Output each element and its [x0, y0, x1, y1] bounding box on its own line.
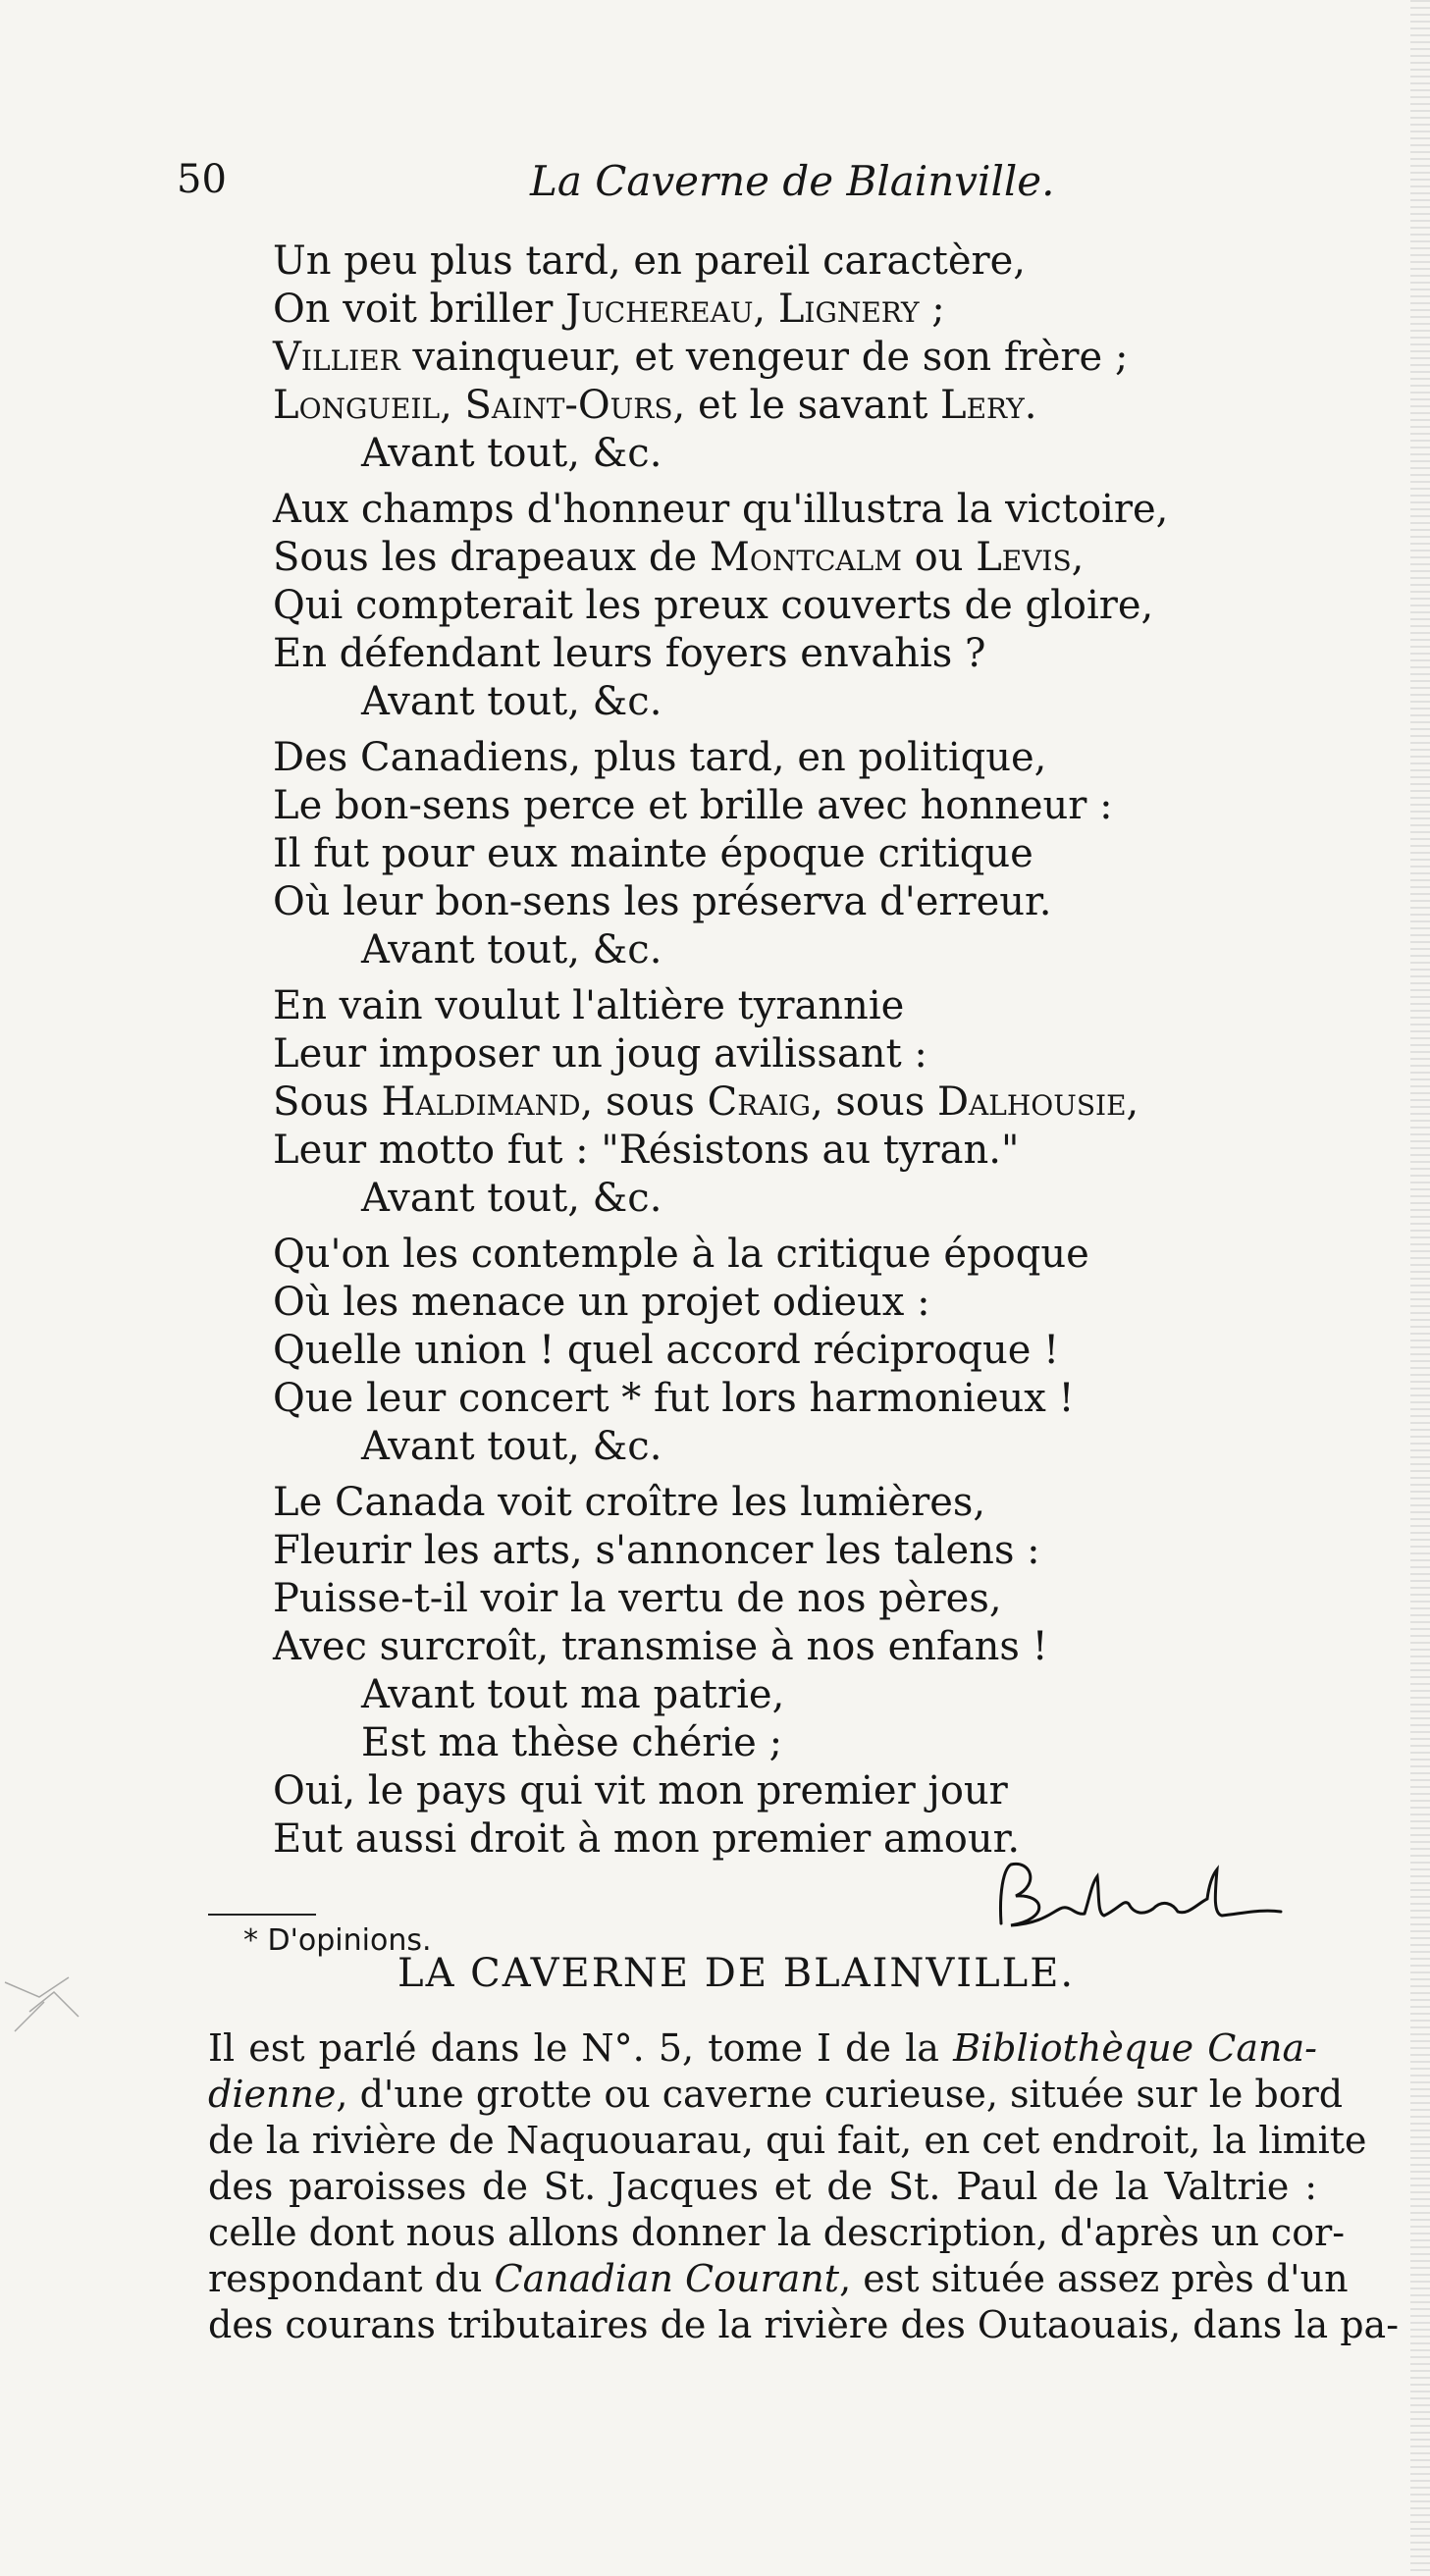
line-text: , sous [580, 1079, 708, 1125]
line-text: Est ma thèse chérie ; [361, 1720, 783, 1765]
article-body [208, 2025, 1400, 2348]
line-text: Aux champs d'honneur qu'illustra la victoire, [273, 487, 1169, 532]
line-text: Qui compterait les preux couverts de gloire, [273, 583, 1154, 628]
page-header [177, 157, 1296, 216]
line-text: Sous les drapeaux de [273, 535, 710, 580]
poem-stanza [273, 237, 1254, 478]
poem-line [273, 1479, 1254, 1527]
poem-line [273, 630, 1254, 678]
line-text: Que leur concert * fut lors harmonieux ! [273, 1376, 1075, 1421]
line-text: Avant tout, &c. [361, 431, 662, 476]
line-text: , [1071, 535, 1085, 580]
poem-stanza [273, 982, 1254, 1223]
poem-refrain-line [273, 430, 1254, 478]
article-title: LA CAVERNE DE BLAINVILLE. [397, 1951, 1076, 1996]
proper-name: Montcalm [709, 535, 902, 580]
prose-line [208, 2118, 1367, 2164]
line-text: , [440, 383, 465, 428]
poem-line [273, 982, 1254, 1030]
line-text: Avant tout, &c. [361, 927, 662, 973]
poem-refrain-line [273, 1719, 1254, 1767]
line-text: Avant tout, &c. [361, 1424, 662, 1469]
proper-name: Levis [976, 535, 1072, 580]
line-text: Avant tout ma patrie, [361, 1672, 785, 1717]
poem-line [273, 1127, 1254, 1175]
line-text: , [1126, 1079, 1139, 1125]
line-text: Avec surcroît, transmise à nos enfans ! [273, 1624, 1048, 1669]
proper-name: Saint-Ours [464, 383, 673, 428]
handwritten-signature [981, 1855, 1286, 1943]
poem-line [273, 486, 1254, 534]
line-text: . [1024, 383, 1037, 428]
line-text: Où leur bon-sens les préserva d'erreur. [273, 879, 1052, 924]
poem-refrain-line [273, 926, 1254, 974]
poem-line [273, 334, 1254, 382]
prose-line [208, 2210, 1346, 2256]
poem-line [273, 534, 1254, 582]
poem-stanza [273, 1479, 1254, 1864]
line-text: , [753, 287, 778, 332]
italic-text: Bibliothèque Cana- [953, 2026, 1317, 2070]
line-text: En défendant leurs foyers envahis ? [273, 631, 986, 676]
poem-line [273, 1279, 1254, 1327]
poem-line [273, 734, 1254, 782]
poem-line [273, 1527, 1254, 1575]
proper-name: Lery [940, 383, 1025, 428]
poem-line [273, 1767, 1254, 1815]
prose-line [208, 2302, 1400, 2348]
running-head: La Caverne de Blainville. [530, 157, 1055, 205]
prose-line [208, 2256, 1349, 2302]
poem-stanza [273, 1231, 1254, 1471]
prose-line [208, 2164, 1317, 2210]
line-text: Sous [273, 1079, 382, 1125]
line-text: Un peu plus tard, en pareil caractère, [273, 238, 1026, 284]
line-text: Le Canada voit croître les lumières, [273, 1480, 986, 1525]
margin-stain [0, 1943, 88, 2051]
footnote-rule [208, 1914, 316, 1916]
line-text: Quelle union ! quel accord réciproque ! [273, 1328, 1060, 1373]
poem-refrain-line [273, 1423, 1254, 1471]
proper-name: Longueil [273, 383, 441, 428]
line-text: vainqueur, et vengeur de son frère ; [399, 335, 1129, 380]
poem-line [273, 582, 1254, 630]
poem-line [273, 1375, 1254, 1423]
poem-line [273, 830, 1254, 878]
prose-text: celle dont nous allons donner la description, d'après un cor- [208, 2211, 1346, 2254]
poem-line [273, 1575, 1254, 1623]
italic-text: dienne [208, 2073, 337, 2116]
italic-text: Canadian Courant [494, 2257, 840, 2300]
prose-text: des paroisses de St. Jacques et de St. Paul de la Valtrie : [208, 2165, 1317, 2208]
prose-text: , est située assez près d'un [839, 2257, 1349, 2300]
poem-stanza [273, 734, 1254, 974]
line-text: Des Canadiens, plus tard, en politique, [273, 735, 1047, 780]
poem-line [273, 1231, 1254, 1279]
poem-line [273, 237, 1254, 286]
poem [273, 237, 1254, 1871]
proper-name: Villier [273, 335, 400, 380]
line-text: En vain voulut l'altière tyrannie [273, 983, 905, 1028]
prose-line [208, 2025, 1317, 2072]
line-text: Fleurir les arts, s'annoncer les talens : [273, 1528, 1040, 1573]
poem-line [273, 382, 1254, 430]
poem-refrain-line [273, 678, 1254, 726]
poem-line [273, 878, 1254, 926]
line-text: Avant tout, &c. [361, 679, 662, 724]
line-text: On voit briller [273, 287, 566, 332]
poem-line [273, 1030, 1254, 1078]
poem-refrain-line [273, 1175, 1254, 1223]
prose-text: des courans tributaires de la rivière des Outaouais, dans la pa- [208, 2303, 1400, 2346]
poem-line [273, 782, 1254, 830]
poem-line [273, 286, 1254, 334]
proper-name: Haldimand [381, 1079, 581, 1125]
line-text: Oui, le pays qui vit mon premier jour [273, 1768, 1008, 1814]
footnote: * D'opinions. [243, 1923, 432, 1958]
line-text: Qu'on les contemple à la critique époque [273, 1232, 1089, 1277]
line-text: Leur imposer un joug avilissant : [273, 1031, 927, 1077]
proper-name: Dalhousie [936, 1079, 1127, 1125]
poem-line [273, 1623, 1254, 1671]
proper-name: Craig [707, 1079, 811, 1125]
line-text: , sous [810, 1079, 937, 1125]
page-edge-shadow [1410, 0, 1430, 2576]
proper-name: Lignery [777, 287, 920, 332]
prose-text: , d'une grotte ou caverne curieuse, située sur le bord [336, 2073, 1344, 2116]
proper-name: Juchereau [565, 287, 754, 332]
poem-refrain-line [273, 1671, 1254, 1719]
prose-text: Il est parlé dans le N°. 5, tome I de la [208, 2026, 954, 2070]
line-text: Puisse-t-il voir la vertu de nos pères, [273, 1576, 1002, 1621]
line-text: Il fut pour eux mainte époque critique [273, 831, 1033, 876]
line-text: , et le savant [672, 383, 940, 428]
prose-text: respondant du [208, 2257, 495, 2300]
line-text: Où les menace un projet odieux : [273, 1280, 930, 1325]
poem-stanza [273, 486, 1254, 726]
poem-line [273, 1327, 1254, 1375]
prose-line [208, 2072, 1344, 2118]
line-text: Le bon-sens perce et brille avec honneur : [273, 783, 1113, 828]
line-text: Eut aussi droit à mon premier amour. [273, 1816, 1021, 1862]
poem-line [273, 1078, 1254, 1127]
line-text: ou [901, 535, 977, 580]
line-text: Avant tout, &c. [361, 1176, 662, 1221]
line-text: ; [919, 287, 945, 332]
line-text: Leur motto fut : "Résistons au tyran." [273, 1128, 1020, 1173]
page-number: 50 [177, 157, 227, 202]
prose-text: de la rivière de Naquouarau, qui fait, en cet endroit, la limite [208, 2119, 1367, 2162]
